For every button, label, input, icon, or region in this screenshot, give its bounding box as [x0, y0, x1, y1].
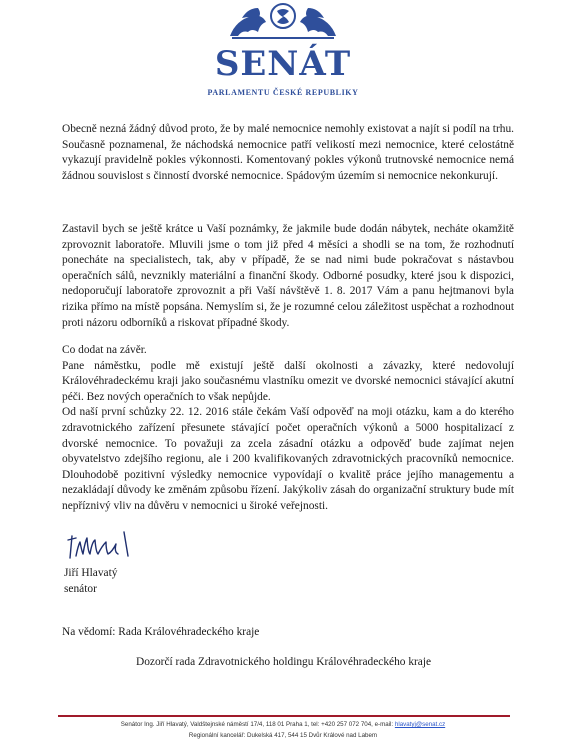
handwritten-signature-icon: [66, 528, 136, 568]
senate-title: SENÁT: [214, 44, 352, 84]
closing-intro: Co dodat na závěr.: [62, 344, 147, 356]
signer-role: senátor: [64, 582, 97, 595]
closing-text-2: Od naší první schůzky 22. 12. 2016 stále čekám Vaší odpověď na moji otázku, kam a do kterého zdravotnického zařízení přesunete stávající počet operačních výkonů a 5000 hospitalizací z dvorské nemocnice. To považuji za zcela zásadní otázku a odpověď bude zajímat nejen obyvatelstvo zdejšího regionu, ale i 200 kvalifikovaných zdravotnických pracovníků nemocnice. Dlouhodobě pozitivní výsledky nemocnice vypovídají o kvalitě práce jejího managementu a nezakládají důvody ke změnám způsobu řízení. Jakýkoliv zásah do organizační struktury bude mít nepříznivý vliv na důvěru v nemocnici u široké veřejnosti.: [62, 406, 514, 512]
paragraph-1: Obecně nezná žádný důvod proto, že by malé nemocnice nemohly existovat a najít si podíl na trhu. Současně poznamenal, že náchodská nemocnice patří velikostí mezi nemocnice, které celostátně vykazují pravidelně pokles výkonnosti. Komentovaný pokles výkonů trutnovské nemocnice nemá žádnou souvislost s činností dvorské nemocnice. Spádovým územím si nemocnice nekonkurují.: [62, 123, 514, 182]
signer-name: Jiří Hlavatý: [64, 567, 118, 579]
notice-line-2: Dozorčí rada Zdravotnického holdingu Královéhradeckého kraje: [136, 656, 432, 668]
senate-lions-emblem-icon: [222, 2, 344, 42]
paragraph-2: Zastavil bych se ještě krátce u Vaší poznámky, že jakmile bude dodán nábytek, necháte okamžitě zprovoznit laboratoře. Mluvili jsme o tom již před 4 měsíci a shodli se na tom, že rozhodnutí ponecháte na specialistech, tak, aby v případě, že se nad nimi bude pokračovat s nástavbou operačních sálů, nevznikly materiální a finanční škody. Odborné posudky, které jsou k dispozici, nedoporučují laboratoře zprovoznit a při Vaší návštěvě 1. 8. 2017 Vám a panu hejtmanovi byla rizika přímo na místě popsána. Nemyslím si, že je rozumné celou záležitost uspěchat a rozhodnout proti názoru odborníků a riskovat případné škody.: [62, 223, 514, 329]
signer-block: [64, 566, 117, 597]
footer-divider: [58, 715, 510, 717]
paragraph-3: [62, 343, 514, 515]
footer-regional-office: Regionální kancelář: Dukelská 417, 544 15 Dvůr Králové nad Labem: [188, 732, 378, 739]
footer-email-link[interactable]: hlavatyj@senat.cz: [394, 721, 446, 728]
footer-contact-line: [0, 721, 566, 728]
senate-subtitle: PARLAMENTU ČESKÉ REPUBLIKY: [207, 88, 359, 97]
closing-text-1: Pane náměstku, podle mě existují ještě další okolnosti a závazky, které nedovolují Královéhradeckému kraji jako současnému vlastníku omezit ve dvorské nemocnici stávající akutní péči. Bez nových operačních to však nepůjde.: [62, 359, 514, 403]
footer-address: Senátor Ing. Jiří Hlavatý, Valdštejnské náměstí 17/4, 118 01 Praha 1, tel: +420 257 072 704, e-mail:: [120, 721, 395, 728]
notice-line-1: Na vědomí: Rada Královéhradeckého kraje: [62, 626, 260, 638]
